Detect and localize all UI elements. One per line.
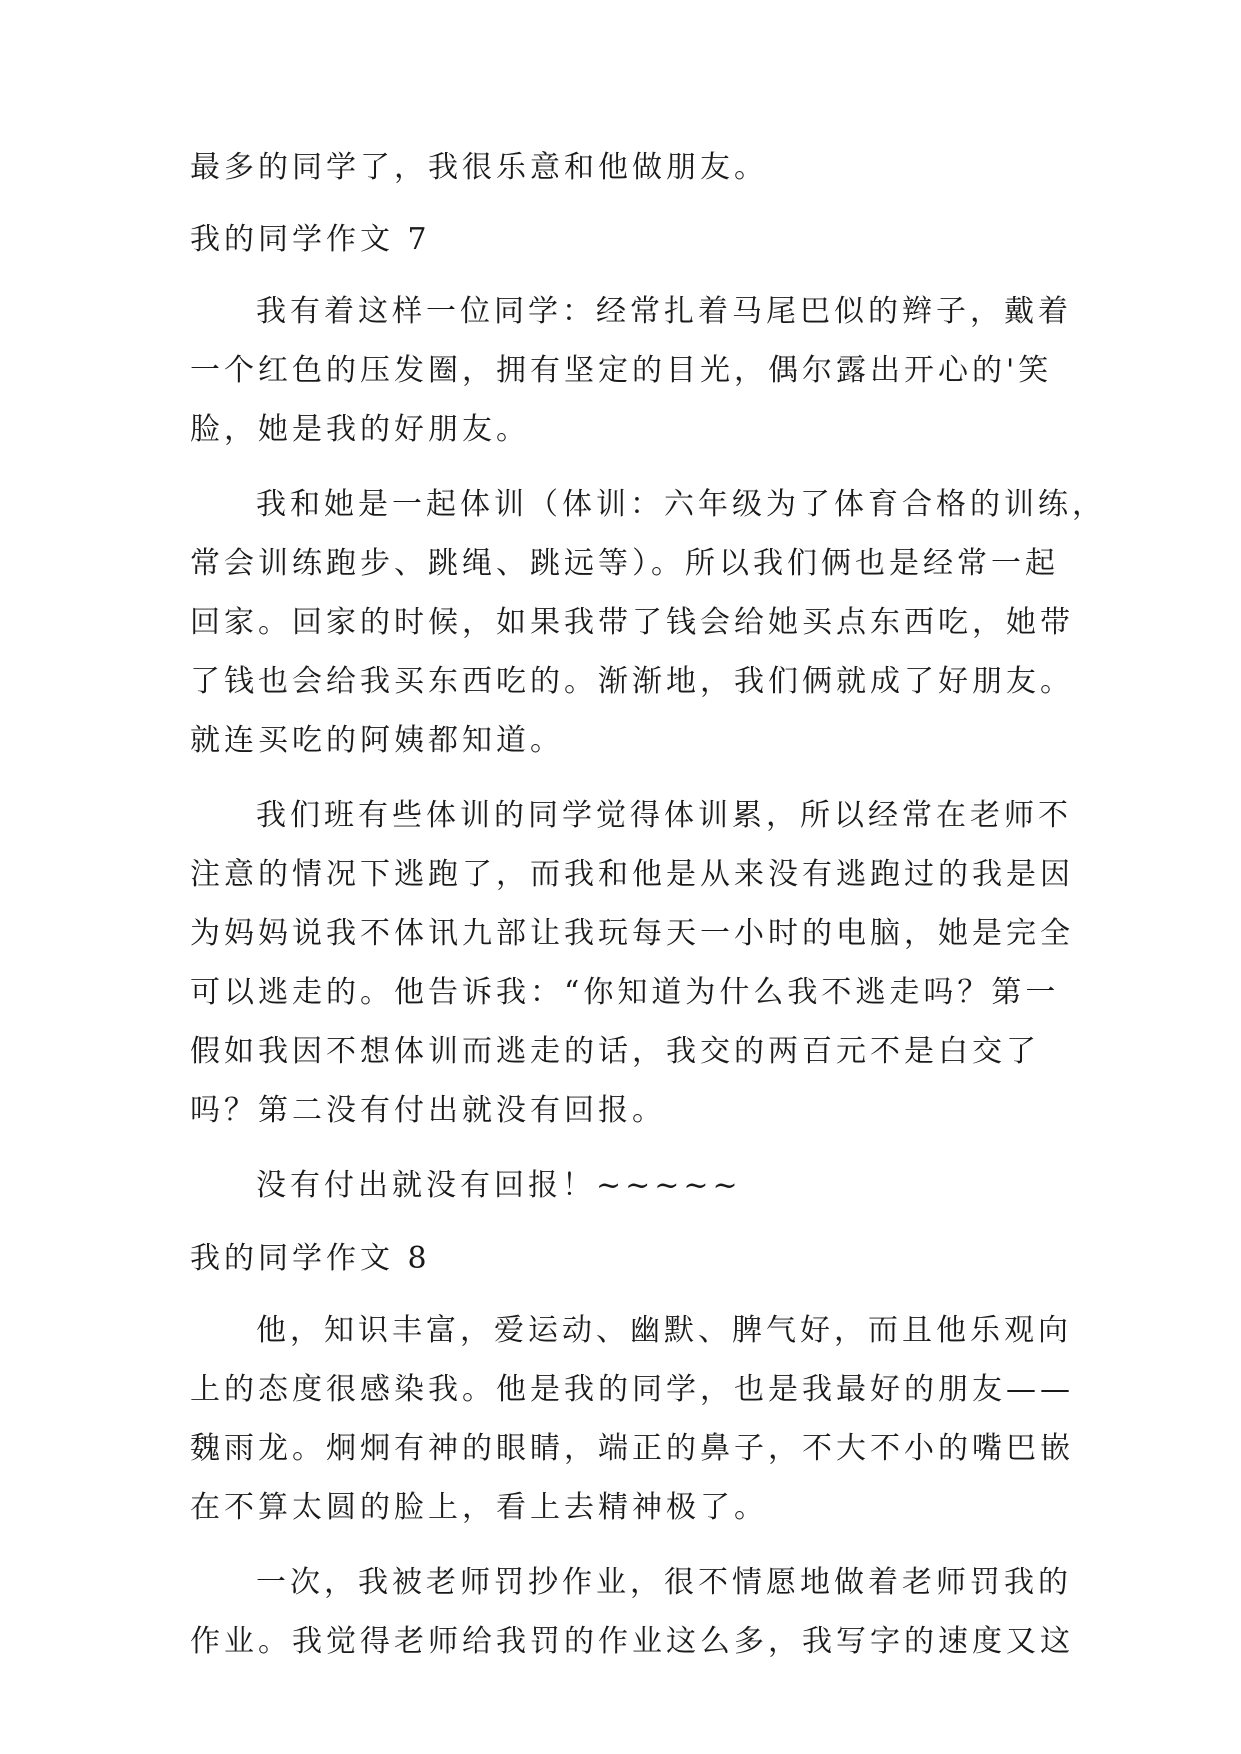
text-line: 没有付出就没有回报！~~~~~: [256, 1168, 742, 1203]
text-line: 最多的同学了，我很乐意和他做朋友。: [190, 150, 768, 185]
text-line: 一次，我被老师罚抄作业，很不情愿地做着老师罚我的: [256, 1565, 1072, 1600]
text-line: 假如我因不想体训而逃走的话，我交的两百元不是白交了: [190, 1034, 1040, 1069]
essay-heading: 我的同学作文 8: [190, 1241, 431, 1276]
text-line: 为妈妈说我不体讯九部让我玩每天一小时的电脑，她是完全: [190, 916, 1074, 951]
text-line: 他，知识丰富，爱运动、幽默、脾气好，而且他乐观向: [256, 1313, 1072, 1348]
text-line: 魏雨龙。炯炯有神的眼睛，端正的鼻子，不大不小的嘴巴嵌: [190, 1431, 1074, 1466]
text-line: 上的态度很感染我。他是我的同学，也是我最好的朋友——: [190, 1372, 1074, 1407]
text-line: 了钱也会给我买东西吃的。渐渐地，我们俩就成了好朋友。: [190, 664, 1074, 699]
text-line: 作业。我觉得老师给我罚的作业这么多，我写字的速度又这: [190, 1624, 1074, 1659]
text-line: 我有着这样一位同学：经常扎着马尾巴似的辫子，戴着: [256, 294, 1072, 329]
essay-heading: 我的同学作文 7: [190, 222, 431, 257]
text-line: 常会训练跑步、跳绳、跳远等）。所以我们俩也是经常一起: [190, 546, 1059, 581]
text-line: 注意的情况下逃跑了，而我和他是从来没有逃跑过的我是因: [190, 857, 1074, 892]
text-line: 我和她是一起体训（体训：六年级为了体育合格的训练，: [256, 487, 1106, 522]
text-line: 在不算太圆的脸上，看上去精神极了。: [190, 1490, 768, 1525]
text-line: 就连买吃的阿姨都知道。: [190, 723, 564, 758]
text-line: 吗？第二没有付出就没有回报。: [190, 1093, 666, 1128]
text-line: 可以逃走的。他告诉我：“你知道为什么我不逃走吗？第一: [190, 975, 1060, 1010]
text-line: 回家。回家的时候，如果我带了钱会给她买点东西吃，她带: [190, 605, 1074, 640]
text-line: 我们班有些体训的同学觉得体训累，所以经常在老师不: [256, 798, 1072, 833]
text-line: 脸，她是我的好朋友。: [190, 412, 530, 447]
text-line: 一个红色的压发圈，拥有坚定的目光，偶尔露出开心的'笑: [190, 353, 1053, 388]
